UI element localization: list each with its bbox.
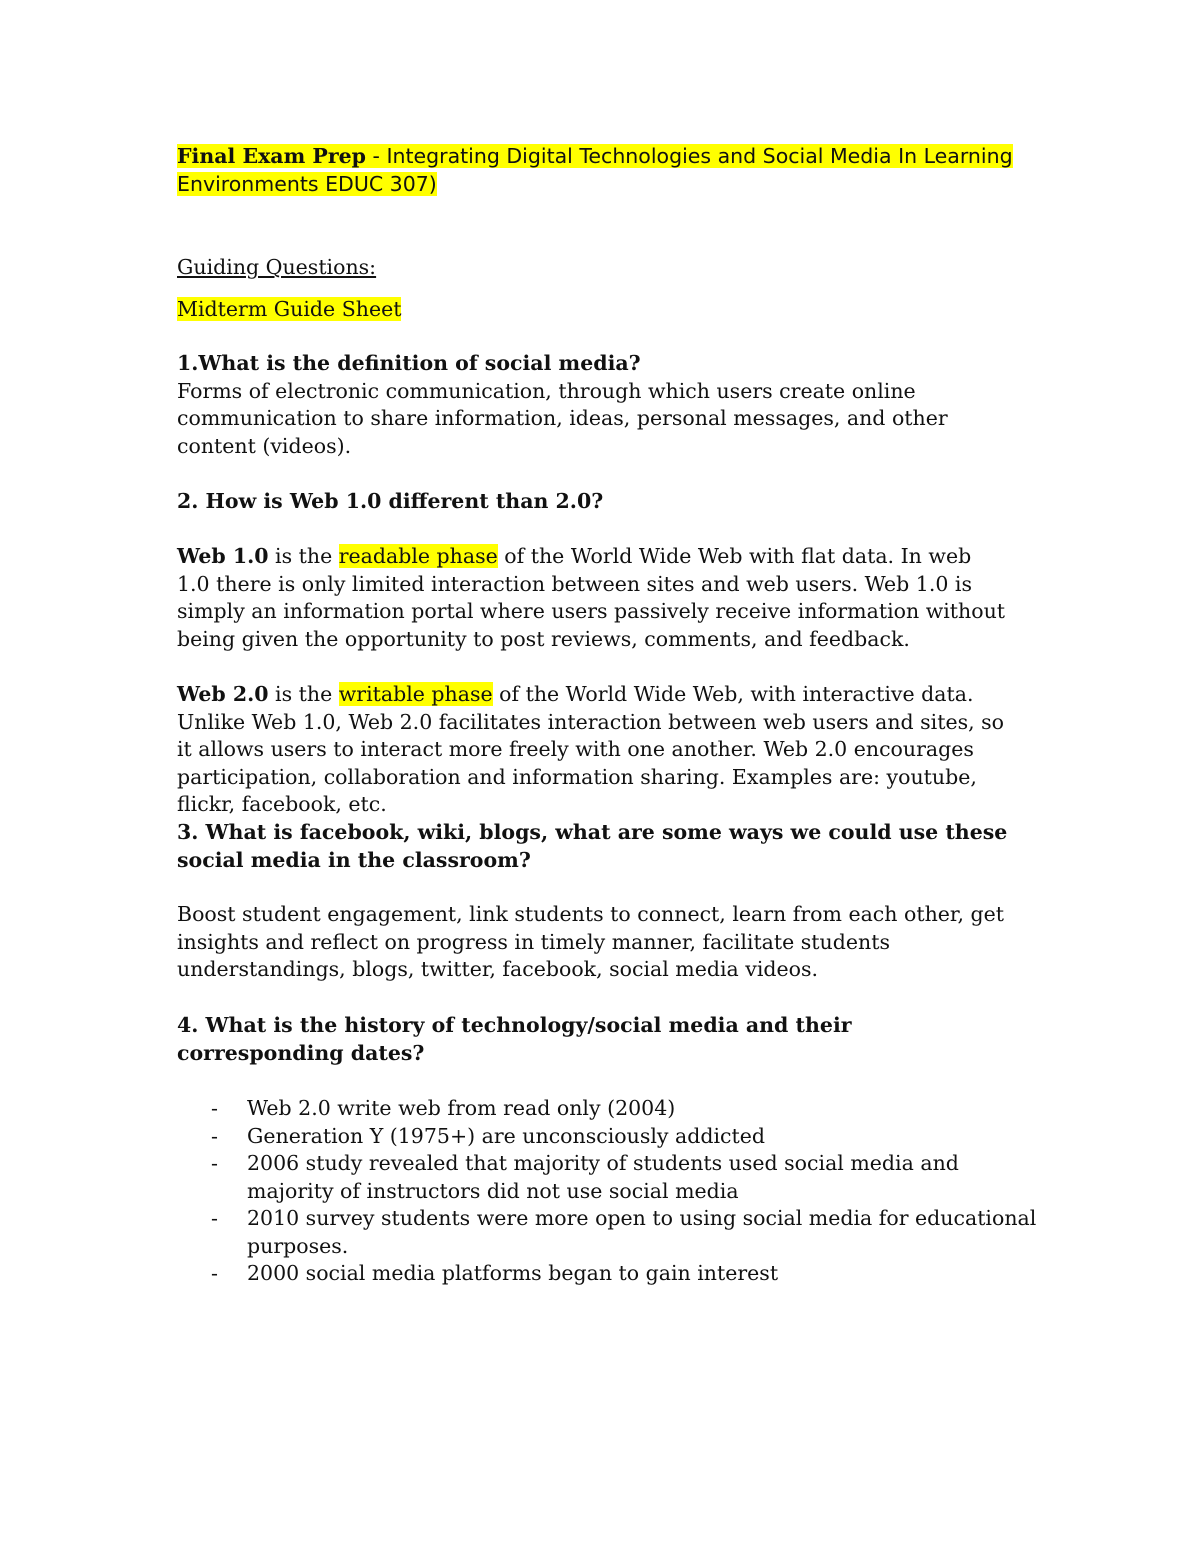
dash-bullet: - [211,1206,218,1230]
question-3-answer-text: Boost student engagement, link students to connect, learn from each other, get insights and reflect on progress in timely manner, facilitate students understandings, blogs, twitter, facebook, social media videos. [177,902,1004,981]
history-list-item [177,1123,1037,1151]
question-1-text: 1.What is the definition of social media? [177,351,641,375]
history-list [177,1095,1037,1288]
history-list-item [177,1150,1037,1205]
history-list-item-text: Generation Y (1975+) are unconsciously addicted [247,1123,766,1148]
question-3-text: 3. What is facebook, wiki, blogs, what are some ways we could use these social media in the classroom? [177,820,1008,872]
question-3 [177,819,1027,874]
dash-bullet: - [211,1123,218,1148]
web2-paragraph [177,681,1017,819]
question-4 [177,1012,997,1067]
web2-highlight: writable phase [338,682,493,706]
question-1 [177,350,1037,460]
question-1-answer: Forms of electronic communication, through which users create online communication to share information, ideas, personal messages, and other content (videos). [177,378,948,458]
question-2-text: 2. How is Web 1.0 different than 2.0? [177,489,604,513]
history-list-item-text: 2000 social media platforms began to gain interest [247,1261,779,1285]
history-list-item [177,1205,1037,1260]
history-list-item [177,1095,1037,1123]
history-list-item-text: Web 2.0 write web from read only (2004) [247,1096,676,1120]
web2-term: Web 2.0 [177,682,269,706]
document-title [177,143,1037,198]
guiding-questions-label: Guiding Questions: [177,255,377,279]
dash-bullet: - [211,1261,218,1285]
guiding-questions-heading [177,254,1037,282]
question-2 [177,488,1037,516]
web2-pre: is the [268,682,339,706]
midterm-guide-label: Midterm Guide Sheet [177,297,402,321]
web1-pre: is the [268,544,339,568]
midterm-guide-heading [177,296,1037,324]
history-list-item-text: 2010 survey students were more open to using social media for educational purposes. [247,1206,1037,1258]
dash-bullet: - [211,1151,218,1175]
web1-term: Web 1.0 [177,544,269,568]
history-list-item [177,1260,1037,1288]
web2-post: of the World Wide Web, with interactive data. Unlike Web 1.0, Web 2.0 facilitates interaction between web users and sites, so it allows users to interact more freely with one another. Web 2.0 encourages participation, collaboration and information sharing. Examples are: youtube, flickr, facebook, etc. [177,682,1005,816]
question-4-text: 4. What is the history of technology/social media and their corresponding dates? [177,1013,852,1065]
web1-highlight: readable phase [338,544,498,568]
title-rest: - Integrating Digital Technologies and Social Media In Learning Environments EDUC 307) [177,144,1013,196]
history-bullet-list [177,1095,1037,1288]
history-list-item-text: 2006 study revealed that majority of students used social media and majority of instructors did not use social media [247,1151,959,1203]
title-bold: Final Exam Prep [177,144,367,168]
web1-paragraph [177,543,1007,653]
question-3-answer [177,901,1037,984]
dash-bullet: - [211,1096,218,1120]
web1-post: of the World Wide Web with flat data. In web 1.0 there is only limited interaction between sites and web users. Web 1.0 is simply an information portal where users passively receive information without being given the opportunity to post reviews, comments, and feedback. [177,544,1006,651]
